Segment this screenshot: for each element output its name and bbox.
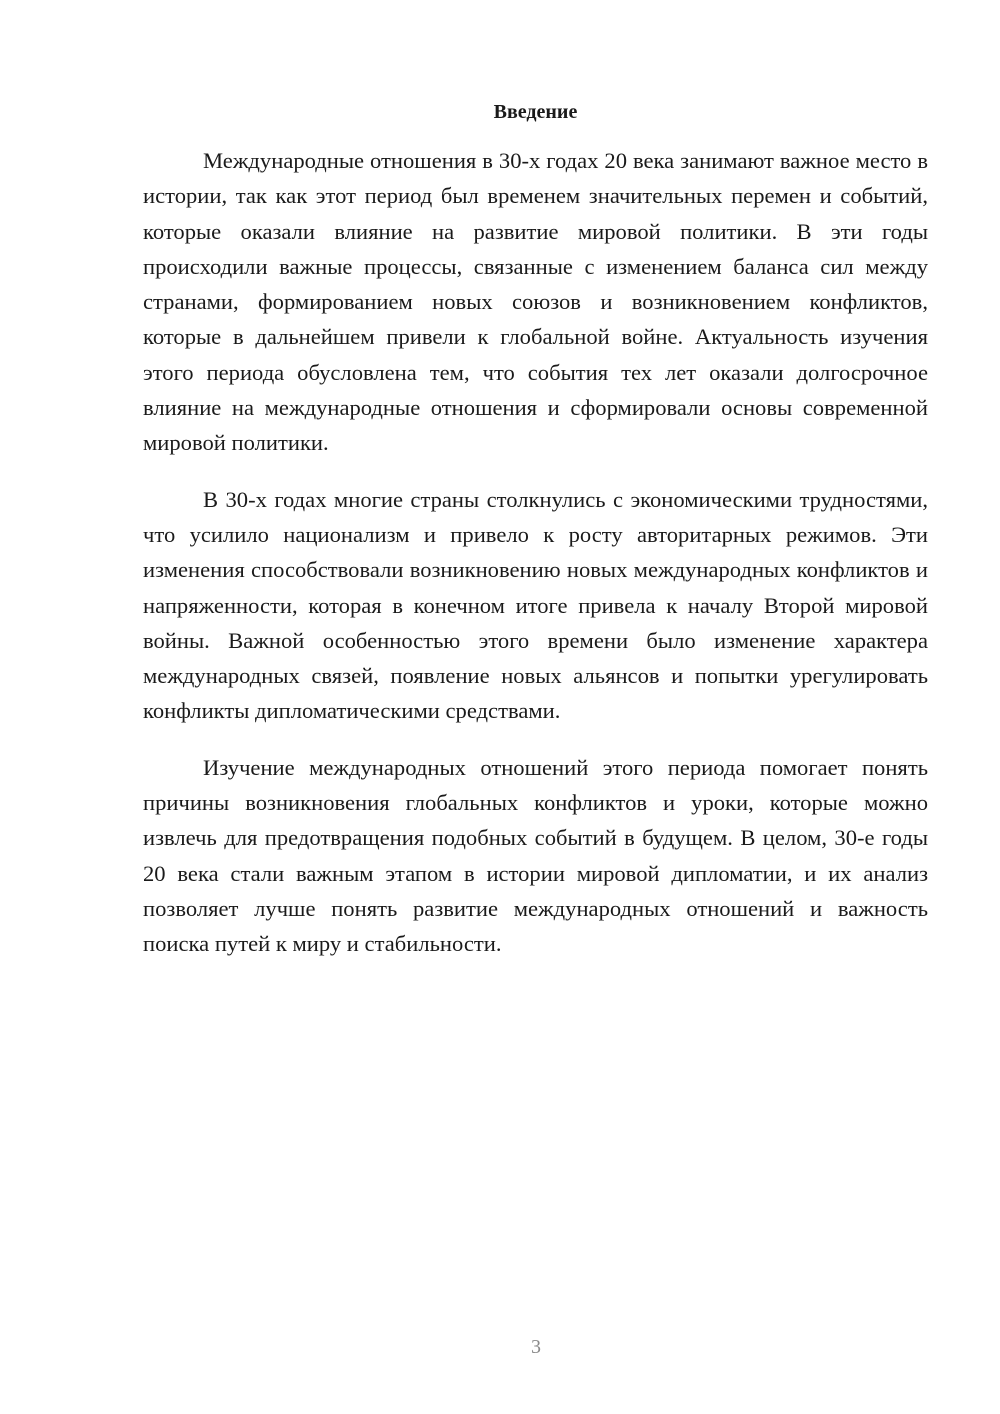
body-text — [143, 143, 928, 983]
page-number: 3 — [531, 1336, 541, 1358]
section-heading-text: Введение — [493, 101, 578, 123]
paragraph-1: Международные отношения в 30-х годах 20 века занимают важное место в истории, так как этот период был временем значительных перемен и событий, которые оказали влияние на развитие мировой политики. В эти годы происходили важные процессы, связанные с изменением баланса сил между странами, формированием новых союзов и возникновением конфликтов, которые в дальнейшем привели к глобальной войне. Актуальность изучения этого периода обусловлена тем, что события тех лет оказали долгосрочное влияние на международные отношения и сформировали основы современной мировой политики. — [143, 148, 928, 456]
paragraph-2: В 30-х годах многие страны столкнулись с экономическими трудностями, что усилило национализм и привело к росту авторитарных режимов. Эти изменения способствовали возникновению новых международных конфликтов и напряженности, которая в конечном итоге привела к началу Второй мировой войны. Важной особенностью этого времени было изменение характера международных связей, появление новых альянсов и попытки урегулировать конфликты дипломатическими средствами. — [143, 486, 928, 724]
section-heading — [143, 98, 928, 126]
paragraph-3: Изучение международных отношений этого периода помогает понять причины возникновения глобальных конфликтов и уроки, которые можно извлечь для предотвращения подобных событий в будущем. В целом, 30-е годы 20 века стали важным этапом в истории мировой дипломатии, и их анализ позволяет лучше понять развитие международных отношений и важность поиска путей к миру и стабильности. — [143, 754, 928, 957]
